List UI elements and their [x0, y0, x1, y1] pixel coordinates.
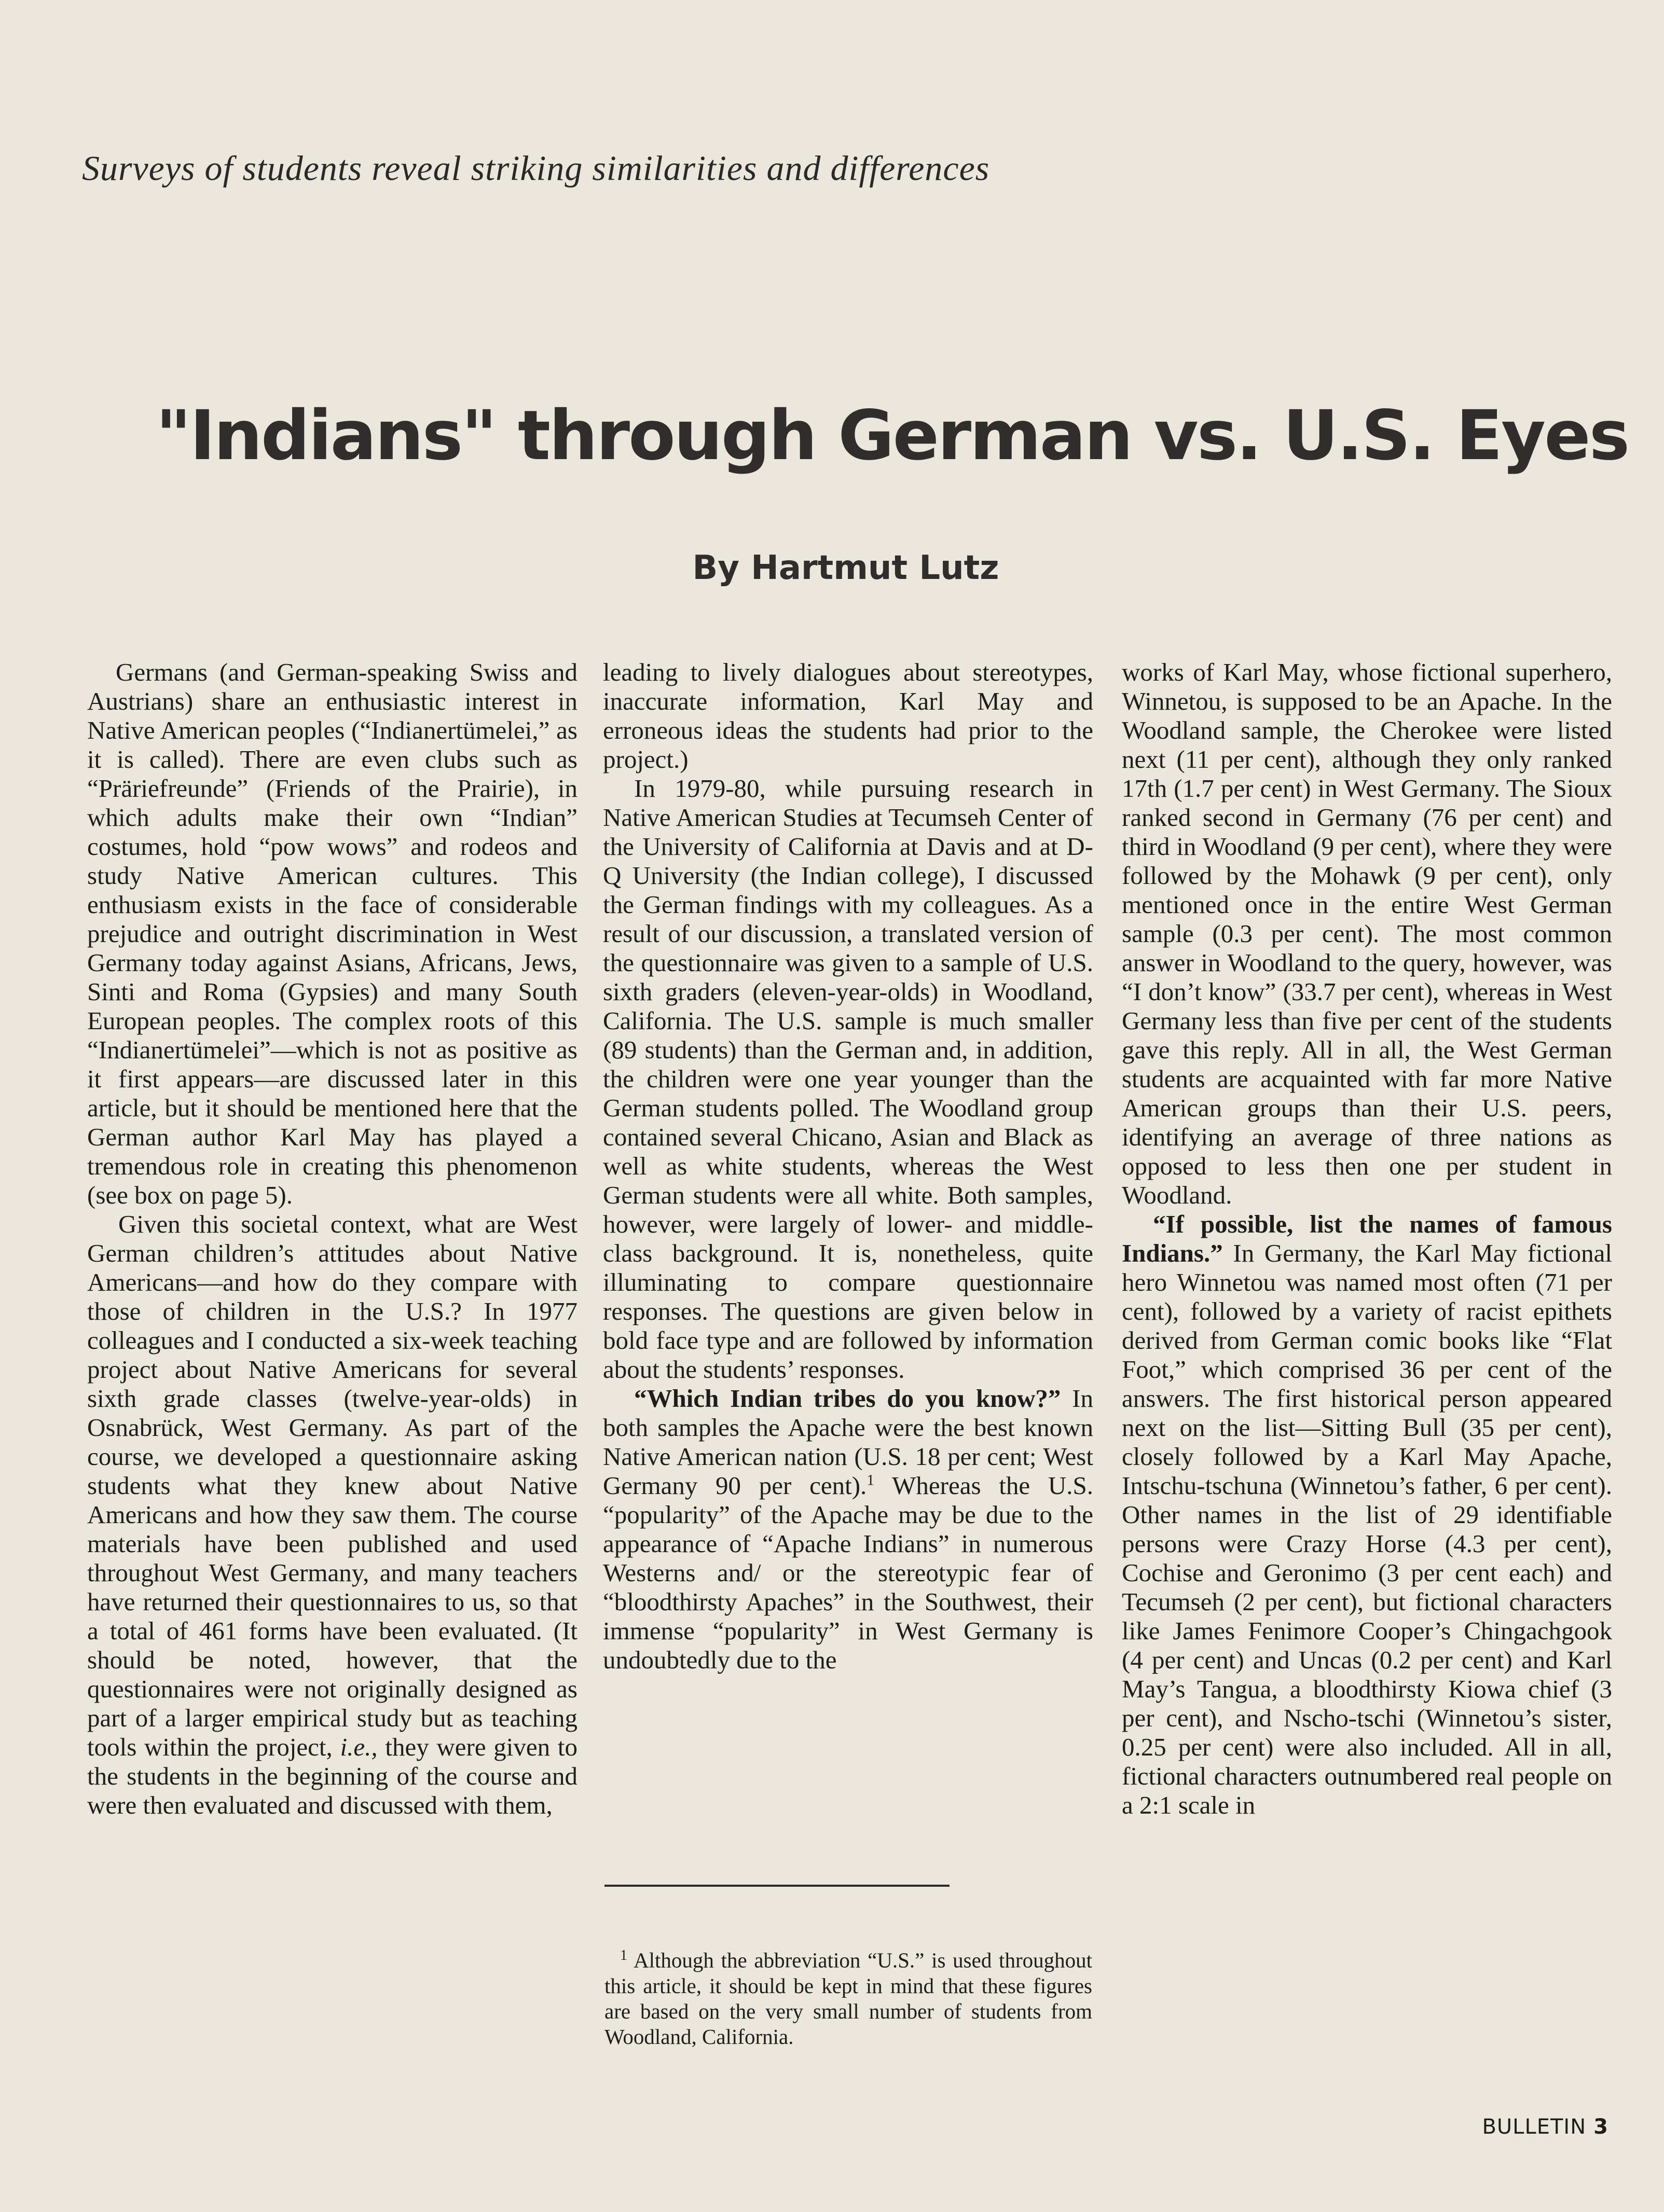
- page-footer: [1453, 2114, 1608, 2140]
- page-number: 3: [1593, 2115, 1608, 2139]
- paragraph: leading to lively dialogues about stereotypes, inaccurate information, Karl May and erroneous ideas the students had prior to the project.): [603, 658, 1093, 773]
- paragraph-text: In Germany, the Karl May fictional hero Winnetou was named most often (71 per cent), followed by a variety of racist epithets derived from German comic books like “Flat Foot,” which comprised 36 per cent of the answers. The first historical person appeared next on the list—Sitting Bull (35 per cent), closely followed by a Karl May Apache, Intschu-tschuna (Winnetou’s father, 6 per cent). Other names in the list of 29 identifiable persons were Crazy Horse (4.3 per cent), Cochise and Geronimo (3 per cent each) and Tecumseh (2 per cent), but fictional characters like James Fenimore Cooper’s Chingachgook (4 per cent) and Uncas (0.2 per cent) and Karl May’s Tangua, a bloodthirsty Kiowa chief (3 per cent), and Nscho-tschi (Winnetou’s sister, 0.25 per cent) were also included. All in all, fictional characters outnumbered real people on a 2:1 scale in: [1122, 1239, 1612, 1819]
- paragraph: [87, 1210, 577, 1820]
- footnote: [604, 1943, 1092, 2050]
- footnote-divider: [604, 1885, 950, 1887]
- footnote-text: Although the abbreviation “U.S.” is used throughout this article, it should be kept in mind that these figures are based on the very small number of students from Woodland, California.: [604, 1948, 1092, 2049]
- paragraph-text: they were given to the students in the beginning of the course and were then evaluated and discussed with them,: [87, 1733, 577, 1819]
- footnote-marker: 1: [620, 1947, 627, 1964]
- italic-abbreviation: i.e.,: [340, 1733, 378, 1761]
- article-byline: By Hartmut Lutz: [692, 549, 999, 587]
- paragraph-text: Whereas the U.S. “popularity” of the Apache may be due to the appearance of “Apache Indians” in numerous Westerns and/ or the stereotypic fear of “bloodthirsty Apaches” in the Southwest, their immense “popularity” in West Germany is undoubtedly due to the: [603, 1471, 1093, 1674]
- paragraph-text: In both samples the Apache were the best known Native American nation (U.S. 18 per cent; West Germany 90 per cent).: [603, 1384, 1093, 1500]
- article-headline: "Indians" through German vs. U.S. Eyes: [156, 396, 1629, 476]
- survey-question: “If possible, list the names of famous Indians.”: [1122, 1210, 1612, 1267]
- survey-question: “Which Indian tribes do you know?”: [634, 1384, 1061, 1413]
- paragraph: Germans (and German-speaking Swiss and Austrians) share an enthusiastic interest in Native American peoples (“Indianertümelei,” as it is called). There are even clubs such as “Präriefreunde” (Friends of the Prairie), in which adults make their own “Indian” costumes, hold “pow wows” and rodeos and study Native American cultures. This enthusiasm exists in the face of considerable prejudice and outright discrimination in West Germany today against Asians, Africans, Jews, Sinti and Roma (Gypsies) and many South European peoples. The complex roots of this “Indianertümelei”—which is not as positive as it first appears—are discussed later in this article, but it should be mentioned here that the German author Karl May has played a tremendous role in creating this phenomenon (see box on page 5).: [87, 658, 577, 1209]
- text-column-3: [1122, 658, 1612, 2100]
- footnote-reference: 1: [867, 1471, 875, 1489]
- article-subtitle: Surveys of students reveal striking similarities and differences: [82, 148, 990, 188]
- paragraph: [603, 1384, 1093, 1675]
- paragraph: In 1979-80, while pursuing research in Native American Studies at Tecumseh Center of the University of California at Davis and at D-Q University (the Indian college), I discussed the German findings with my colleagues. As a result of our discussion, a translated version of the questionnaire was given to a sample of U.S. sixth graders (eleven-year-olds) in Woodland, California. The U.S. sample is much smaller (89 students) than the German and, in addition, the children were one year younger than the German students polled. The Woodland group contained several Chicano, Asian and Black as well as white students, whereas the West German students were all white. Both samples, however, were largely of lower- and middle-class background. It is, nonetheless, quite illuminating to compare questionnaire responses. The questions are given below in bold face type and are followed by information about the students’ responses.: [603, 774, 1093, 1384]
- publication-name: BULLETIN: [1482, 2115, 1587, 2139]
- text-column-2: [603, 658, 1093, 1856]
- paragraph: [1122, 1210, 1612, 1820]
- text-column-1: [87, 658, 577, 2095]
- paragraph: works of Karl May, whose fictional superhero, Winnetou, is supposed to be an Apache. In the Woodland sample, the Cherokee were listed next (11 per cent), although they only ranked 17th (1.7 per cent) in West Germany. The Sioux ranked second in Germany (76 per cent) and third in Woodland (9 per cent), where they were followed by the Mohawk (9 per cent), only mentioned once in the entire West German sample (0.3 per cent). The most common answer in Woodland to the query, however, was “I don’t know” (33.7 per cent), whereas in West Germany less than five per cent of the students gave this reply. All in all, the West German students are acquainted with far more Native American groups than their U.S. peers, identifying an average of three nations as opposed to less then one per student in Woodland.: [1122, 658, 1612, 1209]
- paragraph-text: Given this societal context, what are West German children’s attitudes about Native Americans—and how do they compare with those of children in the U.S.? In 1977 colleagues and I conducted a six-week teaching project about Native Americans for several sixth grade classes (twelve-year-olds) in Osnabrück, West Germany. As part of the course, we developed a questionnaire asking students what they knew about Native Americans and how they saw them. The course materials have been published and used throughout West Germany, and many teachers have returned their questionnaires to us, so that a total of 461 forms have been evaluated. (It should be noted, however, that the questionnaires were not originally designed as part of a larger empirical study but as teaching tools within the project,: [87, 1210, 577, 1761]
